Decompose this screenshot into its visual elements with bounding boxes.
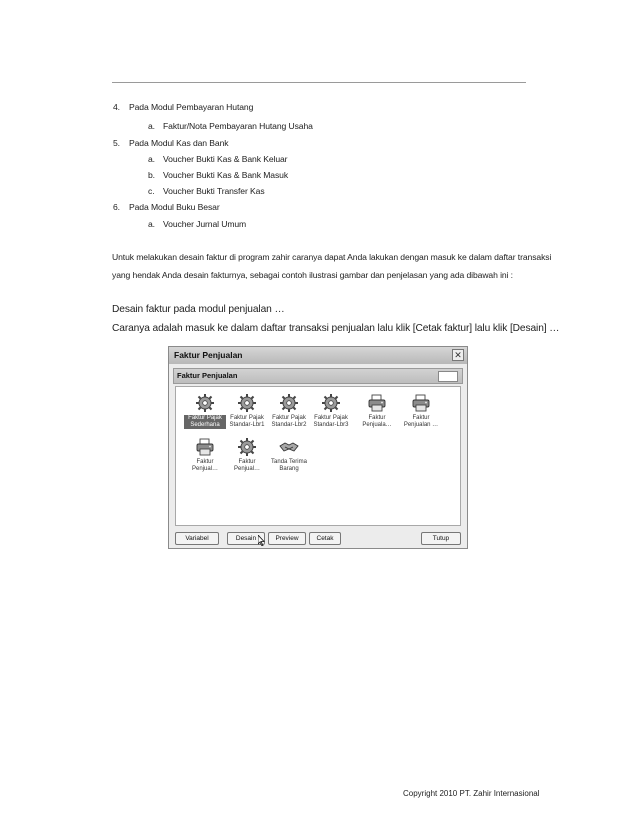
- view-toggle-icon[interactable]: [438, 371, 458, 382]
- gear-icon: [279, 393, 299, 413]
- report-item-label-line1: Tanda Terima: [271, 459, 307, 465]
- printer-icon: [195, 437, 215, 457]
- report-item-label-line2: Standar-Lbr2: [271, 422, 307, 428]
- cetak-button[interactable]: Cetak: [309, 532, 341, 545]
- sub-letter: a.: [148, 219, 155, 229]
- faktur-penjualan-dialog: [168, 346, 468, 549]
- printer-icon: [411, 393, 431, 413]
- report-item-label-line2: Penjualan …: [403, 422, 439, 428]
- report-item-label: [226, 415, 268, 429]
- section-heading: Desain faktur pada modul penjualan …: [112, 304, 285, 315]
- close-button[interactable]: ✕: [452, 349, 464, 361]
- printer-icon: [367, 393, 387, 413]
- gear-icon: [237, 393, 257, 413]
- section-text: Caranya adalah masuk ke dalam daftar transaksi penjualan lalu klik [Cetak faktur] lalu klik [Desain] …: [112, 323, 560, 334]
- gear-icon: [321, 393, 341, 413]
- desain-button[interactable]: Desain: [227, 532, 265, 545]
- report-item-label-line2: Penjual…: [233, 466, 260, 472]
- report-item-label-line1: Faktur: [412, 415, 430, 421]
- list-item-title: Pada Modul Pembayaran Hutang: [129, 102, 254, 112]
- report-item-label-line1: Faktur: [368, 415, 386, 421]
- sub-item: Voucher Bukti Kas & Bank Keluar: [163, 154, 288, 164]
- report-item-label: [268, 415, 310, 429]
- sub-letter: a.: [148, 154, 155, 164]
- dialog-title: Faktur Penjualan: [174, 350, 243, 360]
- report-item-label-line2: Standar-Lbr1: [229, 422, 265, 428]
- inner-header: [173, 368, 463, 384]
- sub-letter: a.: [148, 121, 155, 131]
- title-bar: [169, 347, 467, 364]
- paragraph-line: yang hendak Anda desain fakturnya, sebagai contoh ilustrasi gambar dan penjelasan yang ada dibawah ini :: [112, 270, 513, 280]
- list-number: 4.: [113, 102, 120, 112]
- report-item-label: [268, 459, 310, 473]
- report-item-label-line2: Barang: [279, 466, 299, 472]
- sub-letter: b.: [148, 170, 155, 180]
- sub-item: Faktur/Nota Pembayaran Hutang Usaha: [163, 121, 313, 131]
- report-item-label: [356, 415, 398, 429]
- report-item-label: [400, 415, 442, 429]
- report-item[interactable]: [356, 393, 398, 429]
- report-item-label: [184, 459, 226, 473]
- report-item-label: [184, 415, 226, 429]
- gear-icon: [237, 437, 257, 457]
- report-item[interactable]: [184, 437, 226, 473]
- sub-item: Voucher Jurnal Umum: [163, 219, 247, 229]
- variabel-button[interactable]: Variabel: [175, 532, 219, 545]
- report-list: [175, 386, 461, 526]
- report-item-label-line1: Faktur: [196, 459, 214, 465]
- sub-item: Voucher Bukti Transfer Kas: [163, 186, 265, 196]
- report-item-label-line1: Faktur Pajak: [272, 415, 306, 421]
- report-item[interactable]: [310, 393, 352, 429]
- list-number: 5.: [113, 138, 120, 148]
- report-item[interactable]: [226, 393, 268, 429]
- report-item[interactable]: [184, 393, 226, 429]
- sub-letter: c.: [148, 186, 155, 196]
- report-item-label-line1: Faktur Pajak: [314, 415, 348, 421]
- header-rule: [112, 82, 526, 83]
- report-item[interactable]: [268, 393, 310, 429]
- report-item[interactable]: [400, 393, 442, 429]
- list-item-title: Pada Modul Buku Besar: [129, 202, 220, 212]
- report-item-label-line2: Penjual…: [191, 466, 218, 472]
- report-item-label-line1: Faktur: [238, 459, 256, 465]
- report-item[interactable]: [268, 437, 310, 473]
- list-item-title: Pada Modul Kas dan Bank: [129, 138, 229, 148]
- report-item-label: [226, 459, 268, 473]
- report-item-label-line2: Sederhana: [190, 422, 220, 428]
- report-item-label-line2: Penjuala…: [362, 422, 392, 428]
- mouse-cursor-icon: [258, 535, 265, 546]
- handshake-icon: [279, 437, 299, 457]
- gear-icon: [195, 393, 215, 413]
- report-item-label-line1: Faktur Pajak: [230, 415, 264, 421]
- inner-title: Faktur Penjualan: [177, 371, 238, 380]
- report-item[interactable]: [226, 437, 268, 473]
- report-item-label-line1: Faktur Pajak: [188, 415, 222, 421]
- paragraph-line: Untuk melakukan desain faktur di program zahir caranya dapat Anda lakukan dengan masuk ke dalam daftar transaksi: [112, 252, 552, 262]
- tutup-button[interactable]: Tutup: [421, 532, 461, 545]
- sub-item: Voucher Bukti Kas & Bank Masuk: [163, 170, 289, 180]
- list-number: 6.: [113, 202, 120, 212]
- footer-copyright: Copyright 2010 PT. Zahir Internasional: [403, 789, 540, 798]
- report-item-label-line2: Standar-Lbr3: [313, 422, 349, 428]
- report-item-label: [310, 415, 352, 429]
- preview-button[interactable]: Preview: [268, 532, 306, 545]
